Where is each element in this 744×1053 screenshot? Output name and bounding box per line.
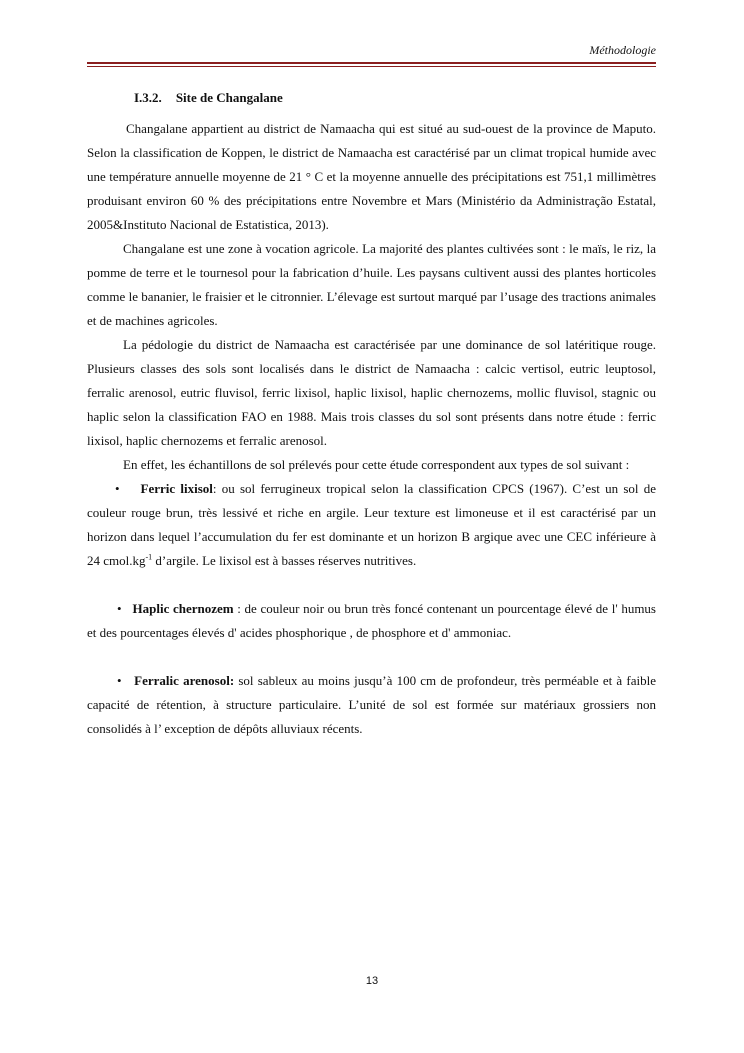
spacer — [87, 645, 656, 669]
bullet-text: : ou sol ferrugineux tropical selon la classification CPCS (1967). C’est un sol de couleur rouge brun, très lessivé et riche en argile. Leur texture est limoneuse et il est caractérisé par un horizon dans lequel l’accumulation du fer est dominante et un horizon B argique avec une CEC inférieure à 24 cmol.kg — [87, 481, 657, 568]
bullet-text-end: d’argile. Le lixisol est à basses réserves nutritives. — [152, 553, 417, 568]
paragraph-pedology: La pédologie du district de Namaacha est caractérisée par une dominance de sol latéritique rouge. Plusieurs classes des sols sont localisés dans le district de Namaacha : calcic vertisol, eutric leuptosol, ferralic arenosol, eutric fluvisol, ferric lixisol, haplic lixisol, haplic chernozems, mollic fluvisol, stagnic ou haplic selon la classification FAO en 1988. Mais trois classes du sol sont présents dans notre étude : ferric lixisol, haplic chernozems et ferralic arenosol. — [87, 337, 656, 448]
bullet-ferric-lixisol — [87, 477, 656, 573]
bullet-icon: • — [117, 673, 122, 688]
bullet-term: Haplic chernozem — [132, 601, 234, 616]
bullet-icon: • — [115, 481, 120, 496]
bullet-term: Ferric lixisol — [140, 481, 213, 496]
paragraph-agriculture: Changalane est une zone à vocation agricole. La majorité des plantes cultivées sont : le maïs, le riz, la pomme de terre et le tournesol pour la fabrication d’huile. Les paysans cultivent aussi des plantes horticoles comme le bananier, le fraisier et le citronnier. L’élevage est surtout marqué par l’usage des tractions animales et de machines agricoles. — [87, 241, 656, 328]
bullet-text: sol sableux au moins jusqu’à 100 cm de profondeur, très perméable et à faible capacité de rétention, à structure particulaire. L’unité de sol est formée sur matériaux grossiers non consolidés à l’ exception de dépôts alluviaux récents. — [87, 673, 656, 736]
header-rule-thin — [87, 66, 656, 67]
bullet-term: Ferralic arenosol: — [134, 673, 235, 688]
bullet-text: : de couleur noir ou brun très foncé contenant un pourcentage élevé de l' humus et des pourcentages élevés d' acides phosphorique , de phosphore et d' ammoniac. — [87, 601, 656, 640]
header-rule-thick — [87, 62, 656, 64]
section-title: Site de Changalane — [175, 90, 283, 105]
paragraph-climate: Changalane appartient au district de Namaacha qui est situé au sud-ouest de la province de Maputo. Selon la classification de Koppen, le district de Namaacha est caractérisé par un climat tropical humide avec une température annuelle moyenne de 21 ° C et la moyenne annuelle des précipitations est 751,1 millimètres produisant environ 60 % des précipitations entre Novembre et Mars (Ministério da Administração Estatal, 2005&Instituto Nacional de Estatistica, 2013). — [87, 121, 656, 232]
running-header: Méthodologie — [589, 43, 656, 57]
superscript: -1 — [145, 552, 153, 562]
bullet-icon: • — [117, 601, 122, 616]
section-number: I.3.2. — [134, 90, 162, 105]
bullet-ferralic-arenosol — [87, 669, 656, 741]
section-heading — [134, 90, 283, 106]
body-text — [87, 117, 656, 741]
spacer — [87, 573, 656, 597]
page-number: 13 — [365, 975, 379, 987]
bullet-haplic-chernozem — [87, 597, 656, 645]
paragraph-samples: En effet, les échantillons de sol prélevés pour cette étude correspondent aux types de sol suivant : — [123, 457, 630, 472]
